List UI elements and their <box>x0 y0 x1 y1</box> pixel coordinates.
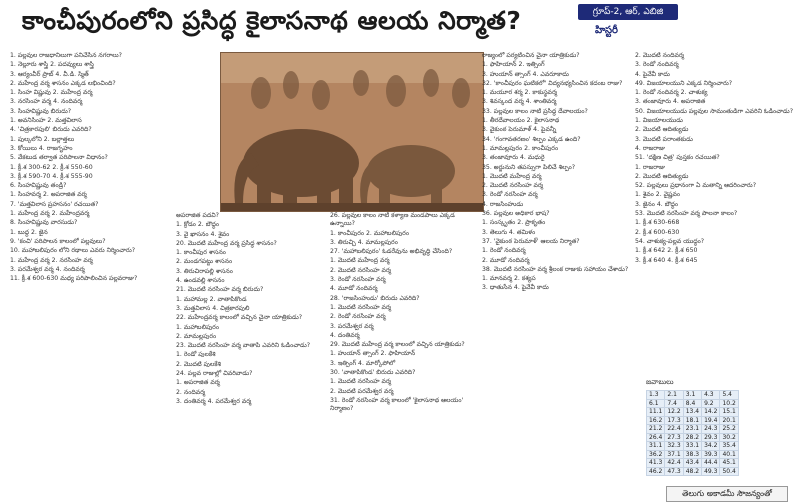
table-row <box>647 442 739 451</box>
question-line: 23. మొదటి నరసింహ వర్మ వాతాపి ఎవరిని ఓడించాడు? <box>176 342 311 350</box>
answer-cell: 48.2 <box>683 467 701 476</box>
answer-cell: 36.2 <box>647 450 665 459</box>
question-line: 3. పరమేశ్వర వర్మ <box>330 322 374 330</box>
question-line: 7. 'మత్తవిలాస ప్రహసనం' రచయిత? <box>10 200 99 208</box>
question-line: 1. హుయాన్ త్సాంగ్ 2. ఫాహియాన్ <box>330 350 416 358</box>
answer-cell: 45.1 <box>720 459 738 468</box>
question-line: 31. రెండో నరసింహ వర్మ కాలంలో 'కైలాసనాథ ఆలయం' నిర్మాణం? <box>330 396 464 413</box>
question-line: 2. క్రీ.శ 600-630 <box>635 228 680 236</box>
answer-cell: 14.2 <box>702 408 720 417</box>
question-column-2 <box>176 212 326 502</box>
question-line: 3. తంజావూరు 4. అపరాజిత <box>635 98 706 106</box>
question-line: 3. రెండో నరసింహ వర్మ <box>482 191 538 199</box>
answer-cell: 33.1 <box>683 442 701 451</box>
question-line: 1. మహాబలిపురం <box>176 323 219 331</box>
question-line: 1. మొదటి మహేంద్ర వర్మ <box>330 257 390 265</box>
answer-cell: 40.1 <box>720 450 738 459</box>
question-line: 2. మామల్లపురం <box>176 332 217 340</box>
question-line: 1. ఫాహియాన్ 2. ఇత్సింగ్ <box>482 61 545 69</box>
question-line: 3. తెలుగు 4. తమిళం <box>482 228 536 236</box>
answer-cell: 47.3 <box>665 467 683 476</box>
question-line: 51. 'దక్షిణ చిత్ర' పుస్తకం రచయిత? <box>635 154 720 162</box>
answer-cell: 2.1 <box>665 391 683 400</box>
question-line: 49. విజయాలయుని ఎక్కడ నిర్మించారు? <box>635 79 733 87</box>
question-line: 1. రెండో పులకేశి <box>176 351 216 359</box>
answer-cell: 42.4 <box>665 459 683 468</box>
answer-cell: 13.4 <box>683 408 701 417</box>
question-line: 3. రెండో నరసింహ వర్మ <box>330 276 386 284</box>
page-title: కాంచీపురంలోని ప్రసిద్ధ కైలాసనాథ ఆలయ నిర్మాత? <box>22 6 522 35</box>
question-column-1 <box>10 52 172 502</box>
table-row <box>647 425 739 434</box>
answer-cell: 19.4 <box>702 416 720 425</box>
question-line: 3. తంజావూరు 4. మధురై <box>482 154 545 162</box>
question-line: 3. దంతివర్మ 4. పరమేశ్వర వర్మ <box>176 397 252 405</box>
question-line: 1. మొదటి నరసింహ వర్మ <box>330 303 391 311</box>
question-line: 9. 'కంచి' పరిపాలన కాలంలో పల్లవులు? <box>10 237 106 245</box>
answer-cell: 4.3 <box>702 391 720 400</box>
question-line: 1. రెండో నందివర్మ <box>482 247 526 255</box>
question-column-5 <box>635 52 795 374</box>
answer-cell: 11.1 <box>647 408 665 417</box>
answer-cell: 49.3 <box>702 467 720 476</box>
question-line: 34. 'గంగావతరణం' శిల్పం ఎక్కడ ఉంది? <box>482 135 581 143</box>
answer-cell: 23.1 <box>683 425 701 434</box>
question-line: 3. శివస్కంద వర్మ 4. శాంతివర్మ <box>482 98 557 106</box>
question-line: 1. మహేంద్ర వర్మ 2. మహేంద్రవర్మ <box>10 210 90 218</box>
answer-cell: 34.2 <box>702 442 720 451</box>
question-line: 1. అవనిసింహ 2. మత్తవిలాస <box>10 117 82 125</box>
question-line: 2. మొదటి పులకేశి <box>176 360 221 368</box>
answer-cell: 22.4 <box>665 425 683 434</box>
question-line: 1. విజయాలయుడు <box>635 117 683 125</box>
question-line: 53. మొదటి నరసింహ వర్మ పాలనా కాలం? <box>635 210 738 218</box>
answer-cell: 38.3 <box>683 450 701 459</box>
question-line: 1. మహేంద్ర వర్మ 2. నరసింహ వర్మ <box>10 256 93 264</box>
answer-key-title: జవాబులు <box>646 378 674 386</box>
question-line: 1. తీరదేవాలయం 2. కైలాసనాథ <box>482 117 560 125</box>
question-column-3 <box>330 212 480 502</box>
answer-cell: 17.3 <box>665 416 683 425</box>
answer-cell: 3.1 <box>683 391 701 400</box>
question-line: 3. సింహవిష్ణువు బిరుదు? <box>10 107 72 115</box>
answer-cell: 6.1 <box>647 399 665 408</box>
question-line: 1. సింహవర్మ 2. అపరాజిత వర్మ <box>10 191 87 199</box>
answer-cell: 41.3 <box>647 459 665 468</box>
question-line: 1. మహామల్ల 2. వాతాపికొండ <box>176 295 247 303</box>
question-line: 27. 'మహాబలిపురం' ఓడరేవును అభివృద్ధి చేసింది? <box>330 248 453 256</box>
question-line: 10. మహాబలిపురం లోని రథాలు ఎవరు నిర్మించారు? <box>10 247 136 255</box>
question-line: 1. మొదటి మహేంద్ర వర్మ <box>482 172 542 180</box>
question-line: 52. పల్లవులు ప్రధానంగా ఏ మతాన్ని ఆదరించారు? <box>635 182 756 190</box>
elephant-relief-image <box>221 53 483 211</box>
question-line: 4. రాజరాజు <box>635 144 665 152</box>
question-line: 2. మొదటి నరసింహ వర్మ <box>482 182 543 190</box>
question-line: 3. క్రీ.శ 590-70 4. క్రీ.శ 555-90 <box>10 172 93 180</box>
question-line: 1. పుల్కలోని 2. బల్లాత్తలు <box>10 135 75 143</box>
answer-cell: 25.2 <box>720 425 738 434</box>
question-line: 4. ఉండవల్లి శాసనం <box>176 277 225 285</box>
question-line: 2. నందివర్మ <box>176 388 206 396</box>
subject-label: హిస్టరీ <box>595 25 618 36</box>
question-line: 38. మొదటి నరసింహ వర్మ శ్రీలంక రాజుకు సహాయం చేశాడు? <box>482 265 629 273</box>
answer-cell: 44.4 <box>702 459 720 468</box>
question-line: 3. మత్తవిలాస 4. చిత్రకారపులి <box>176 304 250 312</box>
question-line: 3. కోయిలు 4. రాజగృహం <box>10 144 73 152</box>
question-line: 32. 'కాంచీపురం ఘటికలో' విద్యనభ్యసించిన కదంబ రాజు? <box>482 79 623 87</box>
question-line: 21. మొదటి నరసింహ వర్మ బిరుదు? <box>176 286 264 294</box>
question-line: 1. కాంచీపుర శాసనం <box>176 249 226 257</box>
question-line: 3. పరమేశ్వర వర్మ 4. నందివర్మ <box>10 265 85 273</box>
answer-cell: 15.1 <box>720 408 738 417</box>
question-line: 3. రెండో నందివర్మ <box>635 61 679 69</box>
question-line: 24. పల్లవ రాజుల్లో చివరివాడు? <box>176 370 253 378</box>
question-line: 4. దంతివర్మ <box>330 331 360 339</box>
question-line: రాజ్యంలో పర్యటించిన చైనా యాత్రికుడు? <box>482 52 580 59</box>
question-line: 1. పల్లవుల రాజధానిలుగా పనిచేసిన నగరాలు? <box>10 52 122 59</box>
answer-cell: 26.4 <box>647 433 665 442</box>
question-line: 11. క్రీ.శ 600-630 మధ్య పరిపాలించిన పల్లవరాజు? <box>10 275 138 283</box>
table-row <box>647 459 739 468</box>
table-row <box>647 450 739 459</box>
question-line: 1. మానవర్మ 2. కశ్యప <box>482 275 536 283</box>
question-line: 29. మొదటి మహేంద్ర వర్మ కాలంలో వచ్చిన యాత్రికుడు? <box>330 341 465 349</box>
credit-footer: తెలుగు అకాడమీ సౌజన్యంతో <box>666 486 788 502</box>
answer-cell: 21.2 <box>647 425 665 434</box>
question-line: 3. తిరుచిరాపల్లి శాసనం <box>176 267 233 275</box>
answer-cell: 1.3 <box>647 391 665 400</box>
answer-cell: 43.4 <box>683 459 701 468</box>
question-line: 33. పల్లవుల కాలం నాటి ప్రసిద్ధ దేవాలయం? <box>482 107 588 115</box>
question-line: 1. కాంచీపురం 2. మహాబలిపురం <box>330 229 409 237</box>
question-line: 3. మొదటి పరాంతకుడు <box>635 135 693 143</box>
question-line: 5. వేకటుడ తర్వాత పరిపాలనా విధానం? <box>10 154 108 162</box>
answer-key <box>646 378 796 478</box>
question-line: 3. జైనం 4. బౌద్ధం <box>635 200 679 208</box>
answer-cell: 29.3 <box>702 433 720 442</box>
answer-cell: 28.2 <box>683 433 701 442</box>
answer-cell: 35.4 <box>720 442 738 451</box>
answer-cell: 7.4 <box>665 399 683 408</box>
question-line: 3. ఆర్యంవీర్ ప్రాబ్ 4. వీ.డి. స్మిత్ <box>10 70 89 78</box>
answer-cell: 31.1 <box>647 442 665 451</box>
answer-cell: 18.1 <box>683 416 701 425</box>
question-line: 1. సంస్కృతం 2. ప్రాకృతం <box>482 219 546 227</box>
special-tag-badge: గ్రూప్-2, ఆర్, ఎబిజి ప్రత్యేకం <box>578 4 678 20</box>
question-line: 3. క్రీ.శ 640 4. క్రీ.శ 645 <box>635 256 698 264</box>
question-line: 2. మొదటి ఆదిత్యుడు <box>635 172 689 180</box>
question-line: 4. రాజసింహుడు <box>482 200 524 208</box>
question-line: 1. శైవం 2. వైష్ణవం <box>635 191 680 199</box>
question-line: అపరాజిత పదవి? <box>176 212 219 219</box>
answer-cell: 30.2 <box>720 433 738 442</box>
question-line: 1. నెల్లూరు శాస్త్రి 2. పదవ్యులు శాస్త్రి <box>10 61 94 69</box>
question-line: 1. మయూర శర్మ 2. కాకుస్థవర్మ <box>482 89 557 97</box>
question-line: 36. పల్లవుల అధికార భాష? <box>482 210 550 218</box>
question-line: 37. 'వైకుంఠ పెరుమాళ్' ఆలయ నిర్మాత? <box>482 237 580 245</box>
question-line: 2. రెండో నరసింహ వర్మ <box>330 313 386 321</box>
header <box>0 0 800 48</box>
question-line: 2. మహేంద్ర వర్మ శాసనం ఎక్కడ లభించింది? <box>10 79 116 87</box>
question-line: 1. సింహ విష్ణువు 2. మహేంద్ర వర్మ <box>10 89 93 97</box>
question-line: 3. ఇత్సింగ్ 4. మార్కోపోలో <box>330 359 396 367</box>
answer-cell: 50.4 <box>720 467 738 476</box>
question-line: 1. క్రీ.శ 642 2. క్రీ.శ 650 <box>635 247 698 255</box>
answer-cell: 5.4 <box>720 391 738 400</box>
question-line: 35. అర్జునుని తపస్సుగా పిలిచే శిల్పం? <box>482 163 576 171</box>
answer-cell: 10.2 <box>720 399 738 408</box>
question-line: 3. వైకుంఠ పెరుమాళ్ 4. పైవన్నీ <box>482 126 557 134</box>
answer-cell: 8.4 <box>683 399 701 408</box>
question-line: 2. మొదటి ఆదిత్యుడు <box>635 126 689 134</box>
question-line: 50. విజయాలయుడు పల్లవుల సామంతుడిగా ఎవరిని ఓడించాడు? <box>635 107 793 115</box>
answer-cell: 37.1 <box>665 450 683 459</box>
answer-cell: 24.3 <box>702 425 720 434</box>
answer-cell: 27.3 <box>665 433 683 442</box>
question-line: 3. వై ఖాసనం 4. శైవం <box>176 230 230 238</box>
question-line: 22. మహేంద్రవర్మ కాలంలో వచ్చిన చైనా యాత్రికుడు? <box>176 314 302 322</box>
question-line: 1. రెండో నందివర్మ 2. చాళుక్య <box>635 89 708 97</box>
question-line: 1. అపరాజిత వర్మ <box>176 379 220 387</box>
table-row <box>647 433 739 442</box>
table-row <box>647 467 739 476</box>
question-line: 3. నరసింహ వర్మ 4. నందివర్మ <box>10 98 83 106</box>
question-line: 26. పల్లవుల కాలం నాటి కళ్యాణ మండపాలు ఎక్కడ ఉన్నాయి? <box>330 212 455 228</box>
answer-cell: 32.3 <box>665 442 683 451</box>
question-line: 3. తిరుచ్చి 4. మామల్లపురం <box>330 238 398 246</box>
question-line: 4. పైవేవీ కాదు <box>635 70 670 78</box>
question-line: 1. క్రోడం 2. బౌద్ధం <box>176 221 219 229</box>
table-row <box>647 416 739 425</box>
question-line: 20. మొదటి మహేంద్ర వర్మ ప్రసిద్ధ శాసనం? <box>176 239 277 247</box>
question-line: 8. సింహవిష్ణువు వారసుడు? <box>10 219 78 227</box>
question-line: 2. మండగపట్టు శాసనం <box>176 258 233 266</box>
question-line: 1. క్రీ.శ 630-668 <box>635 219 680 227</box>
table-row <box>647 408 739 417</box>
temple-relief-photo <box>220 52 484 212</box>
question-line: 3. హుయాన్ త్సాంగ్ 4. ఎవరూకాదు <box>482 70 569 78</box>
question-line: 3. ధాతుసేన 4. పైవేవీ కాదు <box>482 284 549 292</box>
table-row <box>647 391 739 400</box>
question-line: 6. సింహవిష్ణువు తండ్రి? <box>10 182 67 190</box>
answer-cell: 20.1 <box>720 416 738 425</box>
question-line: 1. బుద్ధ 2. జైన <box>10 228 48 236</box>
question-line: 30. 'వాతాపికొండ' బిరుదు ఎవరిది? <box>330 369 416 377</box>
question-line: 4. మూడో నందివర్మ <box>330 285 378 293</box>
question-line: 2. మొదటి నరసింహ వర్మ <box>330 266 391 274</box>
question-line: 2. మొదటి పరమేశ్వర వర్మ <box>330 387 394 395</box>
answer-cell: 16.2 <box>647 416 665 425</box>
answer-cell: 9.2 <box>702 399 720 408</box>
question-line: 1. మామల్లపురం 2. కాంచీపురం <box>482 144 559 152</box>
answer-cell: 39.3 <box>702 450 720 459</box>
table-row <box>647 399 739 408</box>
question-line: 2. మొదటి నందివర్మ <box>635 52 684 59</box>
question-line: 1. మొదటి నరసింహ వర్మ <box>330 378 391 386</box>
answer-table <box>646 390 739 476</box>
question-line: 28. 'రాజసింహుడు' బిరుదు ఎవరిది? <box>330 294 420 302</box>
question-line: 2. మూడో నందివర్మ <box>482 256 530 264</box>
question-line: 54. చాళుక్య-పల్లవ యుద్ధం? <box>635 237 705 245</box>
answer-cell: 46.2 <box>647 467 665 476</box>
question-line: 1. క్రీ.శ 300-62 2. క్రీ.శ 550-60 <box>10 163 93 171</box>
question-column-4 <box>482 52 630 502</box>
question-line: 4. 'చిత్రకారపులి' బిరుదు ఎవరిది? <box>10 126 92 134</box>
answer-cell: 12.2 <box>665 408 683 417</box>
question-line: 1. రాజరాజు <box>635 163 665 171</box>
